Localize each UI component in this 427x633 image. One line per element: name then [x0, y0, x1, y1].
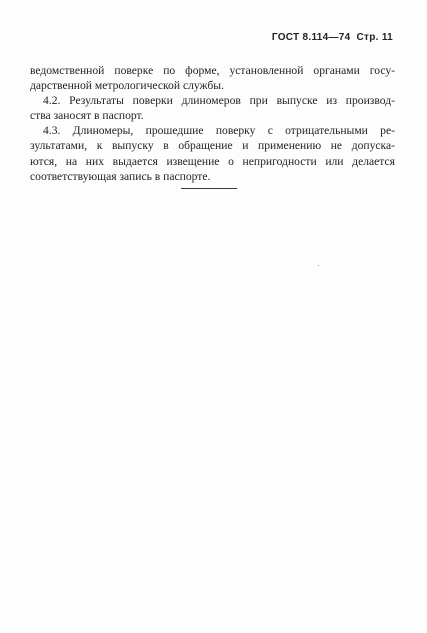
- text-line: ведомственной поверке по форме, установленной органами госу-: [30, 64, 395, 77]
- page-number: Стр. 11: [356, 32, 393, 43]
- standard-number: ГОСТ 8.114—74: [271, 32, 351, 43]
- scan-speck: [318, 265, 319, 266]
- paragraph-4-3-line: 4.3. Длиномеры, прошедшие поверку с отрицательными ре-: [43, 124, 395, 138]
- body-text: [30, 63, 395, 184]
- text-line: зультатами, к выпуску в обращение и применению не допуска-: [30, 139, 395, 153]
- section-divider: [181, 188, 237, 189]
- paragraph-4-2-line: 4.2. Результаты поверки длиномеров при выпуске из производ-: [43, 94, 395, 108]
- text-line: ются, на них выдается извещение о непригодности или делается: [30, 154, 395, 168]
- page-header: [272, 32, 393, 43]
- text-line: соответствующая запись в паспорте.: [30, 169, 211, 183]
- text-line: дарственной метрологической службы.: [30, 79, 224, 93]
- text-line: ства заносят в паспорт.: [30, 109, 144, 123]
